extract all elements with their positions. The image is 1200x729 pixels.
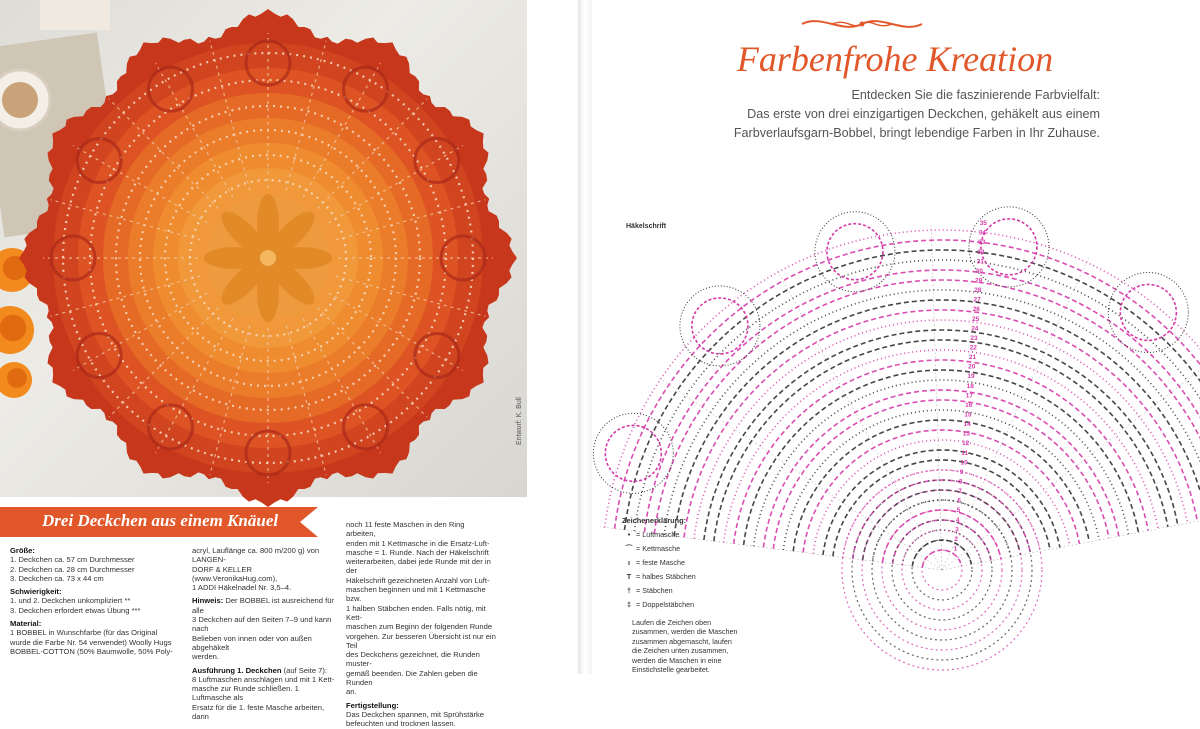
round-number: 1 [954,546,958,553]
round-number: 35 [980,220,988,227]
finishing-line: Das Deckchen spannen, mit Sprühstärke [346,710,496,719]
round-number: 8 [959,479,963,486]
chart-round [605,230,1200,527]
execution-line: weiterarbeiten, dabei jede Runde mit der in der [346,557,496,576]
round-number: 23 [970,335,978,342]
legend-label: = Kettmasche [636,542,680,556]
round-number: 6 [957,498,961,505]
legend-note [632,618,772,674]
execution-line: 1 halben Stäbchen enden. Falls nötig, mit Kett- [346,604,496,623]
note-line: Laufen die Zeichen oben [632,618,772,627]
size-line: 1. Deckchen ca. 57 cm Durchmesser [10,555,185,564]
hint-line: Belieben von innen oder von außen abgehäkelt [192,634,337,653]
execution-line: Ersatz für die 1. feste Masche arbeiten, dann [192,703,337,722]
round-number: 5 [957,507,961,514]
round-number: 3 [955,526,959,533]
execution-line: an. [346,687,496,696]
doily-photo [0,0,527,497]
tea [2,82,38,118]
hint-heading: Hinweis: [192,596,223,605]
right-page [592,0,1200,674]
chart-round [684,310,1197,537]
treble-crochet-icon: ‡ [622,598,636,612]
chart-round [873,500,1011,561]
left-page [0,0,578,674]
chart-round [823,450,1060,555]
note-line: zusammen, werden die Maschen [632,627,772,636]
chart-round [744,370,1139,545]
round-number: 11 [961,450,968,457]
legend-label: = Luftmasche [636,528,679,542]
chart-round [704,330,1178,540]
round-number: 22 [970,345,978,352]
legend [622,514,696,612]
round-number: 28 [974,287,982,294]
flower-center [260,250,276,266]
note-line: werden die Maschen in eine [632,656,772,665]
legend-item [622,556,696,570]
round-number: 17 [966,392,974,399]
photo-credit: Entwurf: K. Bull [516,397,523,445]
legend-label: = Doppelstäbchen [636,598,694,612]
size-line: 3. Deckchen ca. 73 x 44 cm [10,574,185,583]
chart-round [724,350,1158,542]
chain-stitch-icon: • [622,528,636,542]
legend-item [622,598,696,612]
execution-line: 8 Luftmaschen anschlagen und mit 1 Kett- [192,675,337,684]
section-title: Drei Deckchen aus einem Knäuel [42,511,278,531]
material-heading: Material: [10,619,185,628]
chart-round [813,440,1070,554]
round-number: 31 [977,258,985,265]
legend-label: = halbes Stäbchen [636,570,696,584]
rose-center [7,368,27,388]
chart-divider [931,225,942,570]
chart-round [734,360,1149,544]
text-column-3 [346,520,496,729]
round-number: 18 [967,383,975,390]
execution-line: noch 11 feste Maschen in den Ring arbeiten, [346,520,496,539]
legend-label: = feste Masche [636,556,685,570]
legend-label: = Stäbchen [636,584,673,598]
round-number: 27 [974,297,982,304]
round-number: 29 [975,278,983,285]
legend-item [622,584,696,598]
execution-line: enden mit 1 Kettmasche in die Ersatz-Luft- [346,539,496,548]
slip-stitch-icon: ⌒ [622,542,636,556]
double-crochet-icon: † [622,584,636,598]
execution-line: vorgehen. Zur besseren Übersicht ist nur ein Teil [346,632,496,651]
round-number: 10 [961,459,969,466]
material-line: acryl, Lauflänge ca. 800 m/200 g) von LANGEN- [192,546,337,565]
size-line: 2. Deckchen ca. 28 cm Durchmesser [10,565,185,574]
legend-item [622,528,696,542]
chart-round [912,540,971,566]
chart-round [803,430,1079,553]
chart-round [883,510,1001,563]
single-crochet-icon: ı [622,556,636,570]
material-line: wurde die Farbe Nr. 54 verwendet) Woolly Hugs [10,638,185,647]
execution-line: des Deckchens gezeichnet, die Runden muster- [346,650,496,669]
round-number: 25 [972,316,980,323]
page-title: Farbenfrohe Kreation [660,38,1130,80]
execution-line: Häkelschrift gezeichneten Anzahl von Luft- [346,576,496,585]
intro-line: Das erste von drei einzigartigen Deckchen, gehäkelt aus einem [592,105,1100,124]
chart-round [664,290,1200,535]
material-line: 1 ADDI Häkelnadel Nr. 3,5–4. [192,583,337,592]
execution-line: maschen beginnen und mit 1 Kettmasche bzw. [346,585,496,604]
chart-round [773,400,1109,549]
chart-round [615,240,1200,529]
difficulty-line: 1. und 2. Deckchen unkompliziert ** [10,596,185,605]
round-number: 4 [956,517,960,524]
round-number: 2 [954,536,958,543]
finishing-heading: Fertigstellung: [346,701,496,710]
material-line: BOBBEL-COTTON (50% Baumwolle, 50% Poly- [10,647,185,656]
difficulty-line: 3. Deckchen erfordert etwas Übung *** [10,606,185,615]
round-number: 30 [976,268,984,275]
legend-item [622,542,696,556]
execution-page-ref: (auf Seite 7): [281,666,327,675]
hint-line: 3 Deckchen auf den Seiten 7–9 und kann nach [192,615,337,634]
chart-round [634,260,1200,531]
hint-line: Der BOBBEL ist ausreichend für alle [192,596,334,614]
note-line: zusammen abgemascht, laufen [632,637,772,646]
note-line: Einstichstelle gearbeitet. [632,665,772,674]
execution-line: masche zur Runde schließen. 1 Luftmasche als [192,684,337,703]
intro-line: Farbverlaufsgarn-Bobbel, bringt lebendige Farben in Ihr Zuhause. [592,124,1100,143]
round-number: 20 [968,364,976,371]
rose-center [0,315,26,341]
note-line: die Zeichen unten zusammen, [632,646,772,655]
teapot [40,0,110,30]
round-number: 16 [965,402,973,409]
doily-illustration [0,0,527,497]
round-number: 24 [971,325,979,332]
text-column-2 [192,546,337,721]
round-number: 21 [969,354,977,361]
text-column-1 [10,546,185,656]
round-number: 34 [979,230,987,237]
execution-line: gemäß beenden. Die Zahlen geben die Runden [346,669,496,688]
page-gutter [578,0,592,674]
round-number: 7 [958,488,962,495]
round-number: 12 [962,440,970,447]
round-number: 15 [964,412,972,419]
half-double-icon: T [622,570,636,584]
chart-round [714,340,1168,541]
difficulty-heading: Schwierigkeit: [10,587,185,596]
round-number: 19 [967,373,975,380]
execution-heading: Ausführung 1. Deckchen [192,666,281,675]
intro-text [592,86,1100,143]
ornament-flourish [792,12,932,36]
size-heading: Größe: [10,546,35,555]
legend-title: Zeichenerklärung: [622,514,696,528]
finishing-line: befeuchten und trocknen lassen. [346,719,496,728]
material-line: 1 BOBBEL in Wunschfarbe (für das Original [10,628,185,637]
material-line: DORF & KELLER (www.VeronikaHug.com), [192,565,337,584]
chart-label: Häkelschrift [626,223,666,230]
intro-line: Entdecken Sie die faszinierende Farbvielfalt: [592,86,1100,105]
hint-line: werden. [192,652,337,661]
round-number: 13 [963,431,971,438]
execution-line: maschen zum Beginn der folgenden Runde [346,622,496,631]
round-number: 14 [964,421,972,428]
legend-item [622,570,696,584]
chart-round [902,530,981,565]
execution-line: masche = 1. Runde. Nach der Häkelschrift [346,548,496,557]
round-number: 33 [978,239,986,246]
round-number: 9 [960,469,964,476]
round-number: 32 [977,249,985,256]
round-number: 26 [973,306,981,313]
